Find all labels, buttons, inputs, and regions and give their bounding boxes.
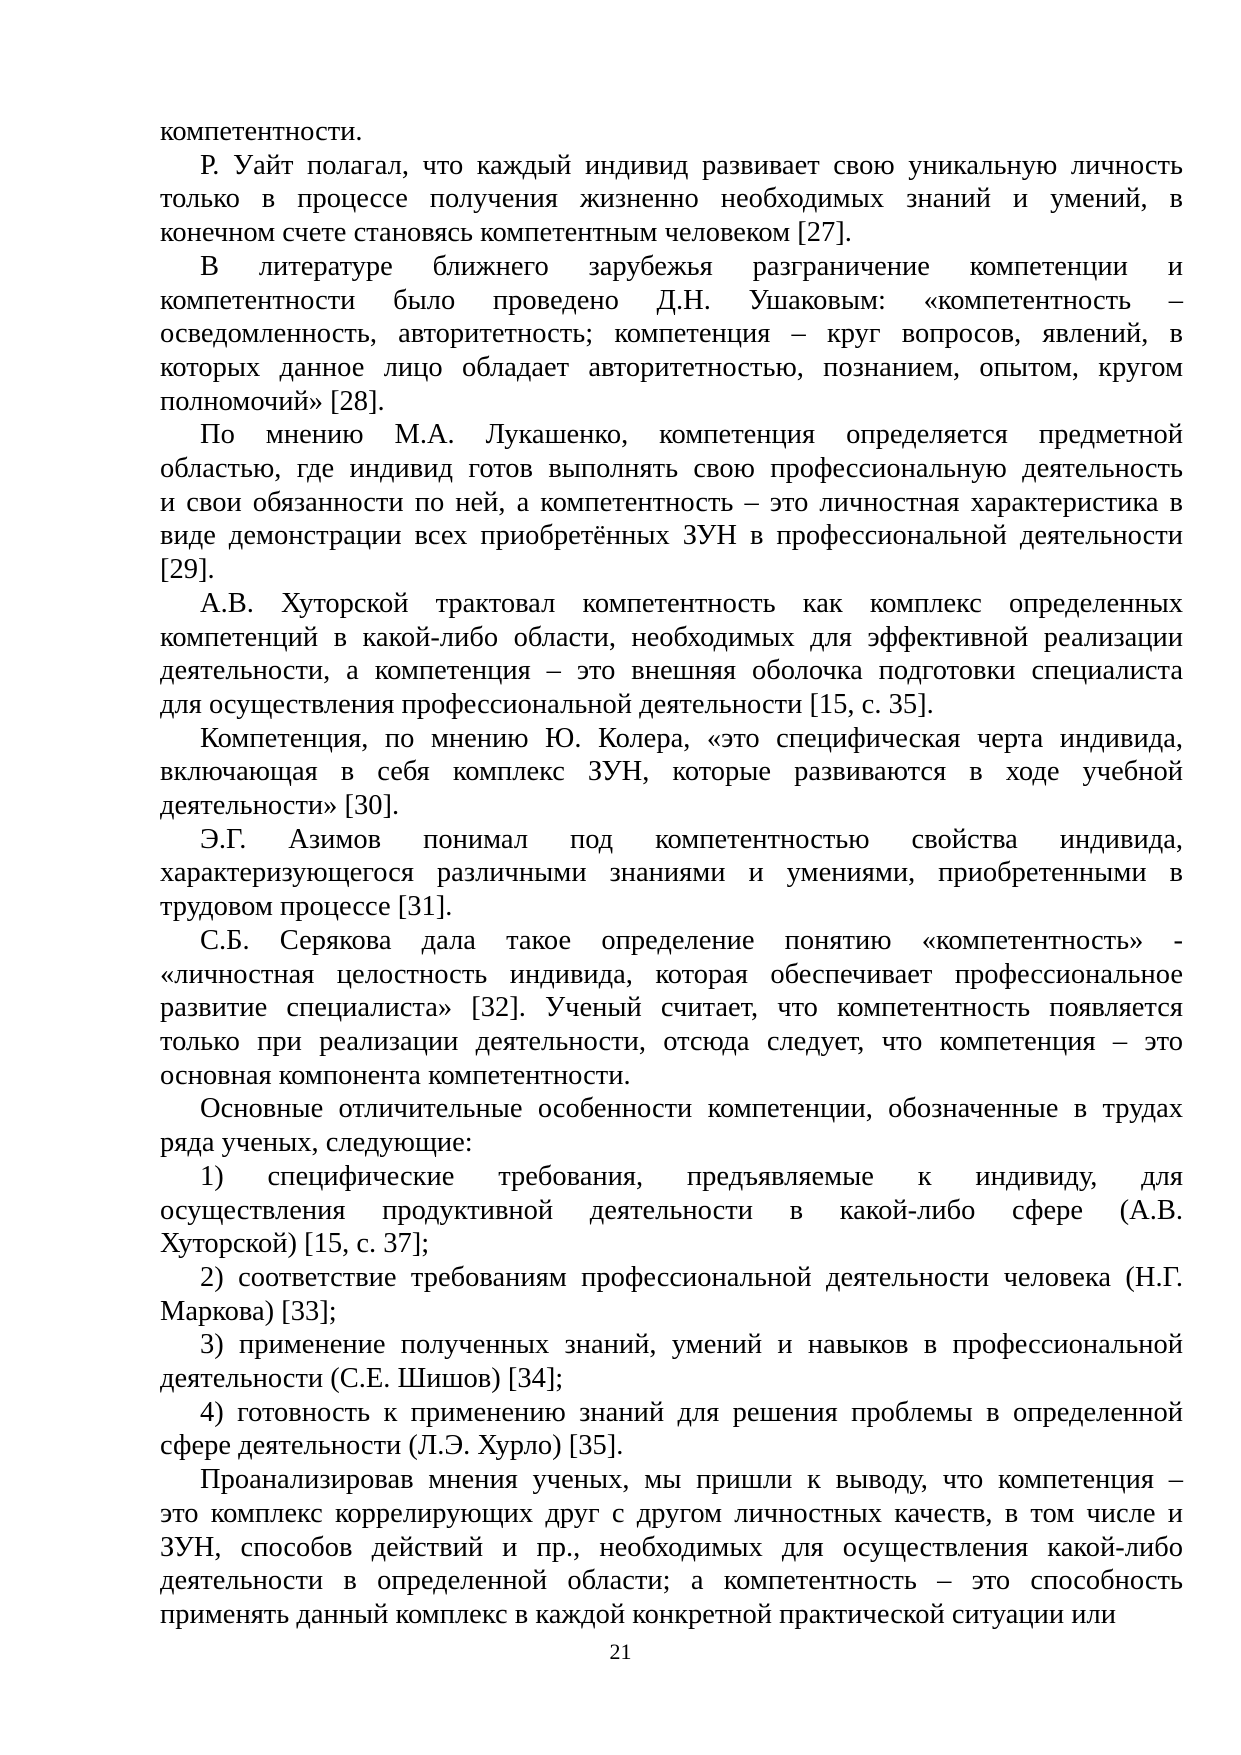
paragraph: [160, 149, 1183, 250]
text-line: сфере деятельности (Л.Э. Хурло) [35].: [160, 1430, 624, 1462]
text-line: конечном счете становясь компетентным человеком [27].: [160, 217, 852, 249]
text-line: Основные отличительные особенности компетенции, обозначенные в трудах: [200, 1093, 1183, 1125]
text-line: полномочий» [28].: [160, 385, 385, 417]
text-line: областью, где индивид готов выполнять свою профессиональную деятельность: [160, 453, 1183, 485]
text-line: компетентности было проведено Д.Н. Ушаковым: «компетентность –: [160, 284, 1183, 316]
paragraph: [160, 1328, 1183, 1395]
text-line: деятельности, а компетенция – это внешняя оболочка подготовки специалиста: [160, 655, 1183, 687]
text-line: [29].: [160, 554, 215, 586]
text-line: 2) соответствие требованиям профессиональной деятельности человека (Н.Г.: [200, 1261, 1183, 1293]
text-line: включающая в себя комплекс ЗУН, которые развиваются в ходе учебной: [160, 756, 1183, 788]
paragraph: [160, 115, 1183, 149]
text-line: 4) готовность к применению знаний для решения проблемы в определенной: [200, 1396, 1183, 1428]
text-line: Проанализировав мнения ученых, мы пришли к выводу, что компетенция –: [200, 1464, 1183, 1496]
text-line: для осуществления профессиональной деятельности [15, с. 35].: [160, 688, 934, 720]
paragraph: [160, 722, 1183, 823]
text-line: виде демонстрации всех приобретённых ЗУН в профессиональной деятельности: [160, 520, 1183, 552]
text-line: Маркова) [33];: [160, 1295, 337, 1327]
text-line: осуществления продуктивной деятельности в какой-либо сфере (А.В.: [160, 1194, 1183, 1226]
text-line: компетенций в какой-либо области, необходимых для эффективной реализации: [160, 621, 1183, 653]
text-line: В литературе ближнего зарубежья разграничение компетенции и: [200, 250, 1183, 282]
text-line: С.Б. Серякова дала такое определение понятию «компетентность» -: [200, 924, 1183, 956]
text-line: А.В. Хуторской трактовал компетентность как комплекс определенных: [200, 587, 1183, 619]
paragraph: [160, 1160, 1183, 1261]
text-line: Э.Г. Азимов понимал под компетентностью свойства индивида,: [200, 823, 1183, 855]
text-line: Хуторской) [15, с. 37];: [160, 1228, 430, 1260]
text-line: «личностная целостность индивида, которая обеспечивает профессиональное: [160, 958, 1183, 990]
text-line: ЗУН, способов действий и пр., необходимых для осуществления какой-либо: [160, 1531, 1183, 1563]
paragraph: [160, 418, 1183, 587]
paragraph: [160, 924, 1183, 1093]
text-line: 3) применение полученных знаний, умений и навыков в профессиональной: [200, 1329, 1183, 1361]
text-line: которых данное лицо обладает авторитетностью, познанием, опытом, кругом: [160, 351, 1183, 383]
paragraph: [160, 1463, 1183, 1632]
text-line: только при реализации деятельности, отсюда следует, что компетенция – это: [160, 1025, 1183, 1057]
text-line: компетентности.: [160, 116, 363, 147]
text-line: По мнению М.А. Лукашенко, компетенция определяется предметной: [200, 419, 1183, 451]
text-line: применять данный комплекс в каждой конкретной практической ситуации или: [160, 1598, 1116, 1630]
text-line: осведомленность, авторитетность; компетенция – круг вопросов, явлений, в: [160, 318, 1183, 350]
text-line: развитие специалиста» [32]. Ученый считает, что компетентность появляется: [160, 992, 1183, 1024]
text-line: основная компонента компетентности.: [160, 1059, 631, 1091]
paragraph: [160, 1092, 1183, 1159]
text-line: только в процессе получения жизненно необходимых знаний и умений, в: [160, 183, 1183, 215]
text-line: деятельности в определенной области; а компетентность – это способность: [160, 1565, 1183, 1597]
paragraph: [160, 1261, 1183, 1328]
paragraph: [160, 823, 1183, 924]
text-line: деятельности (С.Е. Шишов) [34];: [160, 1363, 564, 1395]
text-line: деятельности» [30].: [160, 790, 400, 822]
page-footer: [0, 1638, 1241, 1666]
paragraph: [160, 587, 1183, 722]
text-line: характеризующегося различными знаниями и умениями, приобретенными в: [160, 857, 1183, 889]
text-line: трудовом процессе [31].: [160, 891, 453, 923]
text-line: это комплекс коррелирующих друг с другом личностных качеств, в том числе и: [160, 1497, 1183, 1529]
paragraph: [160, 250, 1183, 419]
document-text: [160, 115, 1183, 1632]
text-line: ряда ученых, следующие:: [160, 1127, 473, 1159]
text-line: Р. Уайт полагал, что каждый индивид развивает свою уникальную личность: [200, 149, 1183, 181]
paragraph: [160, 1396, 1183, 1463]
page-number: 21: [609, 1639, 632, 1664]
text-line: 1) специфические требования, предъявляемые к индивиду, для: [200, 1160, 1183, 1192]
text-line: Компетенция, по мнению Ю. Колера, «это специфическая черта индивида,: [200, 722, 1183, 754]
text-line: и свои обязанности по ней, а компетентность – это личностная характеристика в: [160, 486, 1183, 518]
